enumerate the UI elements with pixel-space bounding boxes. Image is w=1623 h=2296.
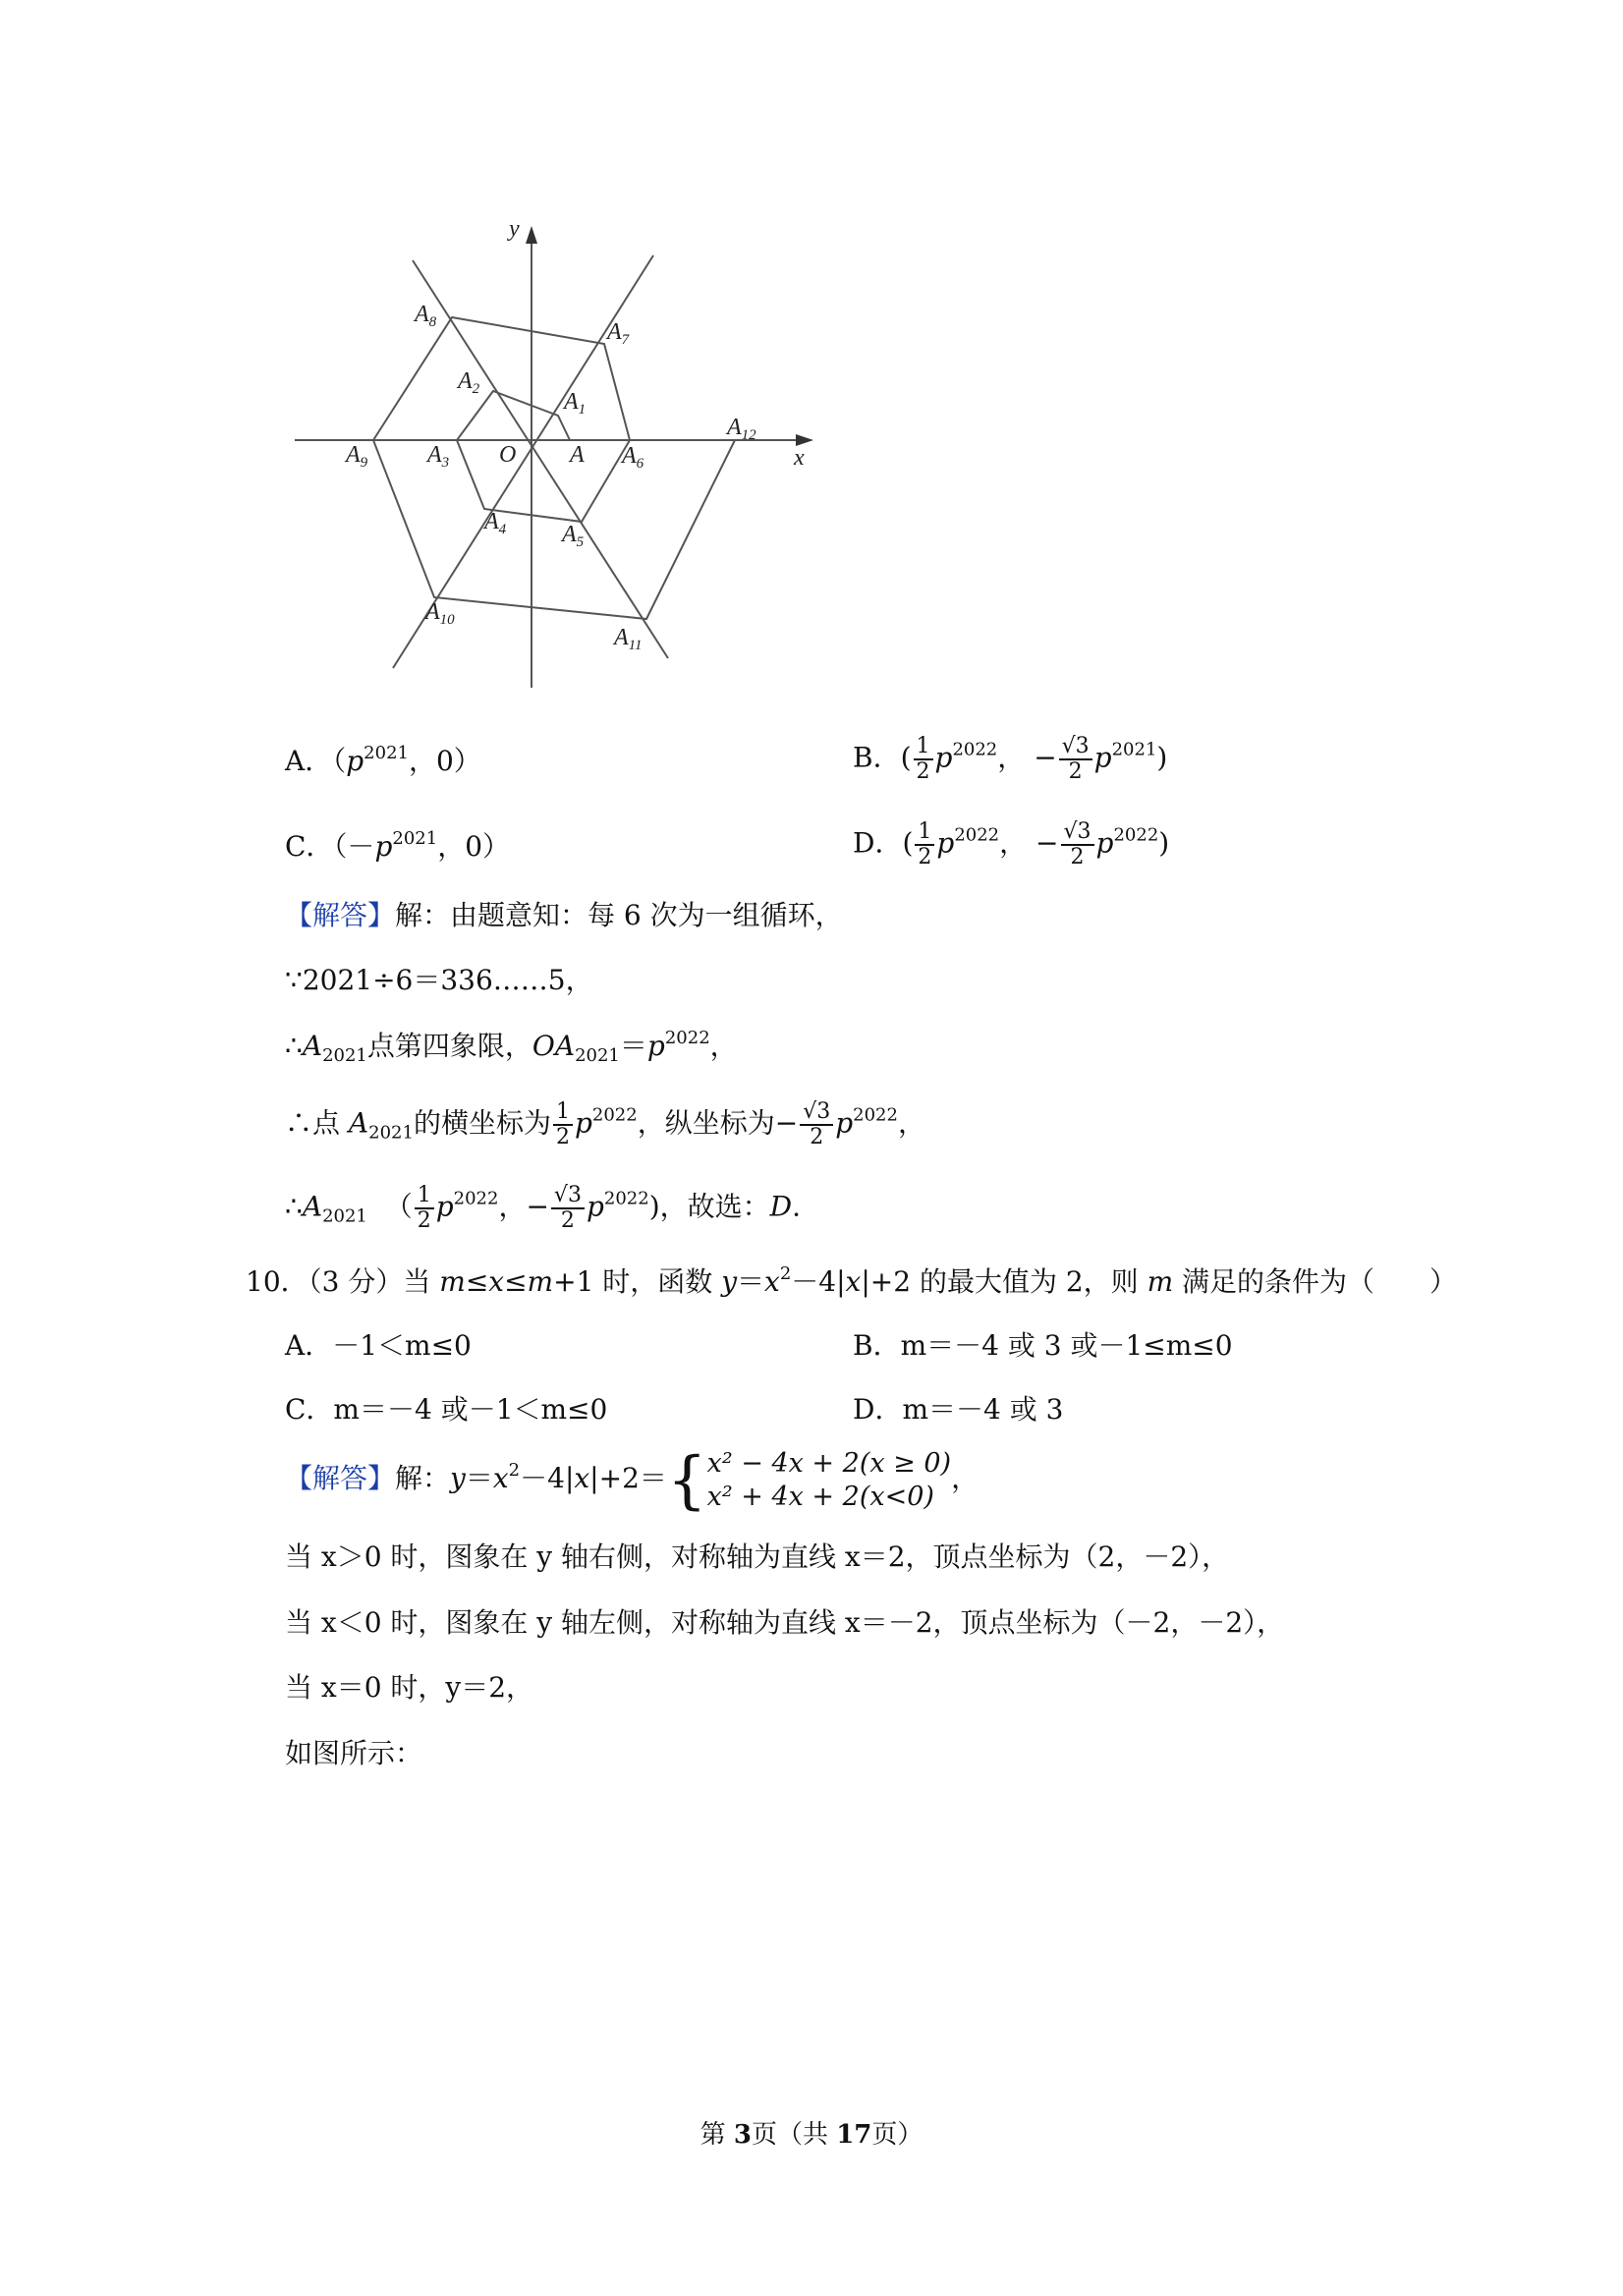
svg-text:A4: $A_4$ bbox=[484, 509, 507, 537]
piecewise-cases: x² − 4x + 2(x ≥ 0) x² + 4x + 2(x<0) bbox=[706, 1447, 952, 1512]
svg-text:A1: $A_1$ bbox=[564, 389, 587, 418]
y-axis-arrow bbox=[526, 226, 537, 244]
svg-text:A7: $A_7$ bbox=[607, 319, 630, 348]
page-footer: 第 3页（共 17页） bbox=[700, 2120, 923, 2150]
answer-tag: 【解答】 bbox=[285, 1462, 396, 1494]
q9-answer-line-2: ∵2021÷6＝336……5， bbox=[285, 964, 593, 996]
q10-answer-line-2: 当 x＞0 时，图象在 y 轴右侧，对称轴为直线 x＝2，顶点坐标为（2，－2）， bbox=[285, 1540, 1230, 1573]
q9-answer-line-3: $\therefore A_{2021}$点第四象限，$OA_{2021}=p^{2022}$， bbox=[285, 1028, 738, 1066]
svg-text:A12: $A_{12}$ bbox=[727, 415, 756, 443]
q10-answer-line-3: 当 x＜0 时，图象在 y 轴左侧，对称轴为直线 x＝－2，顶点坐标为（－2，－2）， bbox=[285, 1606, 1285, 1639]
svg-text:A11: $A_{11}$ bbox=[614, 625, 643, 653]
q10-answer-line-5: 如图所示： bbox=[285, 1737, 423, 1769]
q10-option-b: B．m＝－4 或 3 或－1≤m≤0 bbox=[853, 1329, 1233, 1362]
svg-text:A10: $A_{10}$ bbox=[425, 599, 455, 628]
q9-option-a: A．（$p^{2021}$，0） bbox=[285, 743, 481, 777]
svg-text:x: x bbox=[794, 445, 805, 471]
svg-text:A3: $A_3$ bbox=[427, 442, 450, 471]
svg-text:y: y bbox=[509, 216, 520, 242]
spiral-hexagon-figure bbox=[285, 216, 835, 698]
answer-tag: 【解答】 bbox=[285, 899, 396, 931]
svg-text:A5: $A_5$ bbox=[562, 522, 585, 550]
svg-text:A8: $A_8$ bbox=[415, 302, 437, 330]
q9-option-c: C．（$-p^{2021}$，0） bbox=[285, 828, 511, 863]
q9-answer-line-5: $\therefore A_{2021}$ （ $\frac{1}{2}$ $p^{2022}$，− $\frac{√3}{2}$ $p^{2022}$)，故选：D. bbox=[285, 1183, 801, 1233]
svg-text:A: A bbox=[570, 442, 585, 468]
q9-answer-line-4: ∴点 $A_{2021}$的横坐标为 $\frac{1}{2}$ $p^{2022}$，纵坐标为− $\frac{√3}{2}$ $p^{2022}$， bbox=[285, 1099, 925, 1149]
q10-answer-line-4: 当 x＝0 时，y＝2， bbox=[285, 1671, 534, 1704]
q9-option-b: B．( $\frac{1}{2}$ $p^{2022}$， − $\frac{√3}{2}$ $p^{2021}$) bbox=[853, 734, 1168, 784]
q10-answer-line-1: 【解答】解：$y=x^2-4|x|+2=${ x² − 4x + 2(x ≥ 0) x² + 4x + 2(x<0) ， bbox=[285, 1443, 979, 1517]
svg-text:A6: $A_6$ bbox=[622, 443, 644, 472]
svg-text:A9: $A_9$ bbox=[346, 442, 368, 471]
svg-text:O: O bbox=[499, 442, 517, 468]
svg-text:A2: $A_2$ bbox=[458, 368, 480, 397]
piecewise-brace: { bbox=[666, 1443, 707, 1517]
q9-option-d: D．( $\frac{1}{2}$ $p^{2022}$， − $\frac{√3}{2}$ $p^{2022}$) bbox=[853, 819, 1170, 869]
q10-stem: 10．（3 分）当 m≤x≤m+1 时，函数 $y=x^2-4|x|+2$ 的最大值为 2，则 m 满足的条件为（ ） bbox=[246, 1263, 1458, 1298]
q10-option-c: C．m＝－4 或－1＜m≤0 bbox=[285, 1393, 608, 1426]
q10-option-d: D．m＝－4 或 3 bbox=[853, 1393, 1064, 1426]
q10-option-a: A．－1＜m≤0 bbox=[285, 1329, 472, 1362]
q9-answer-line-1: 【解答】解：由题意知：每 6 次为一组循环， bbox=[285, 899, 843, 931]
